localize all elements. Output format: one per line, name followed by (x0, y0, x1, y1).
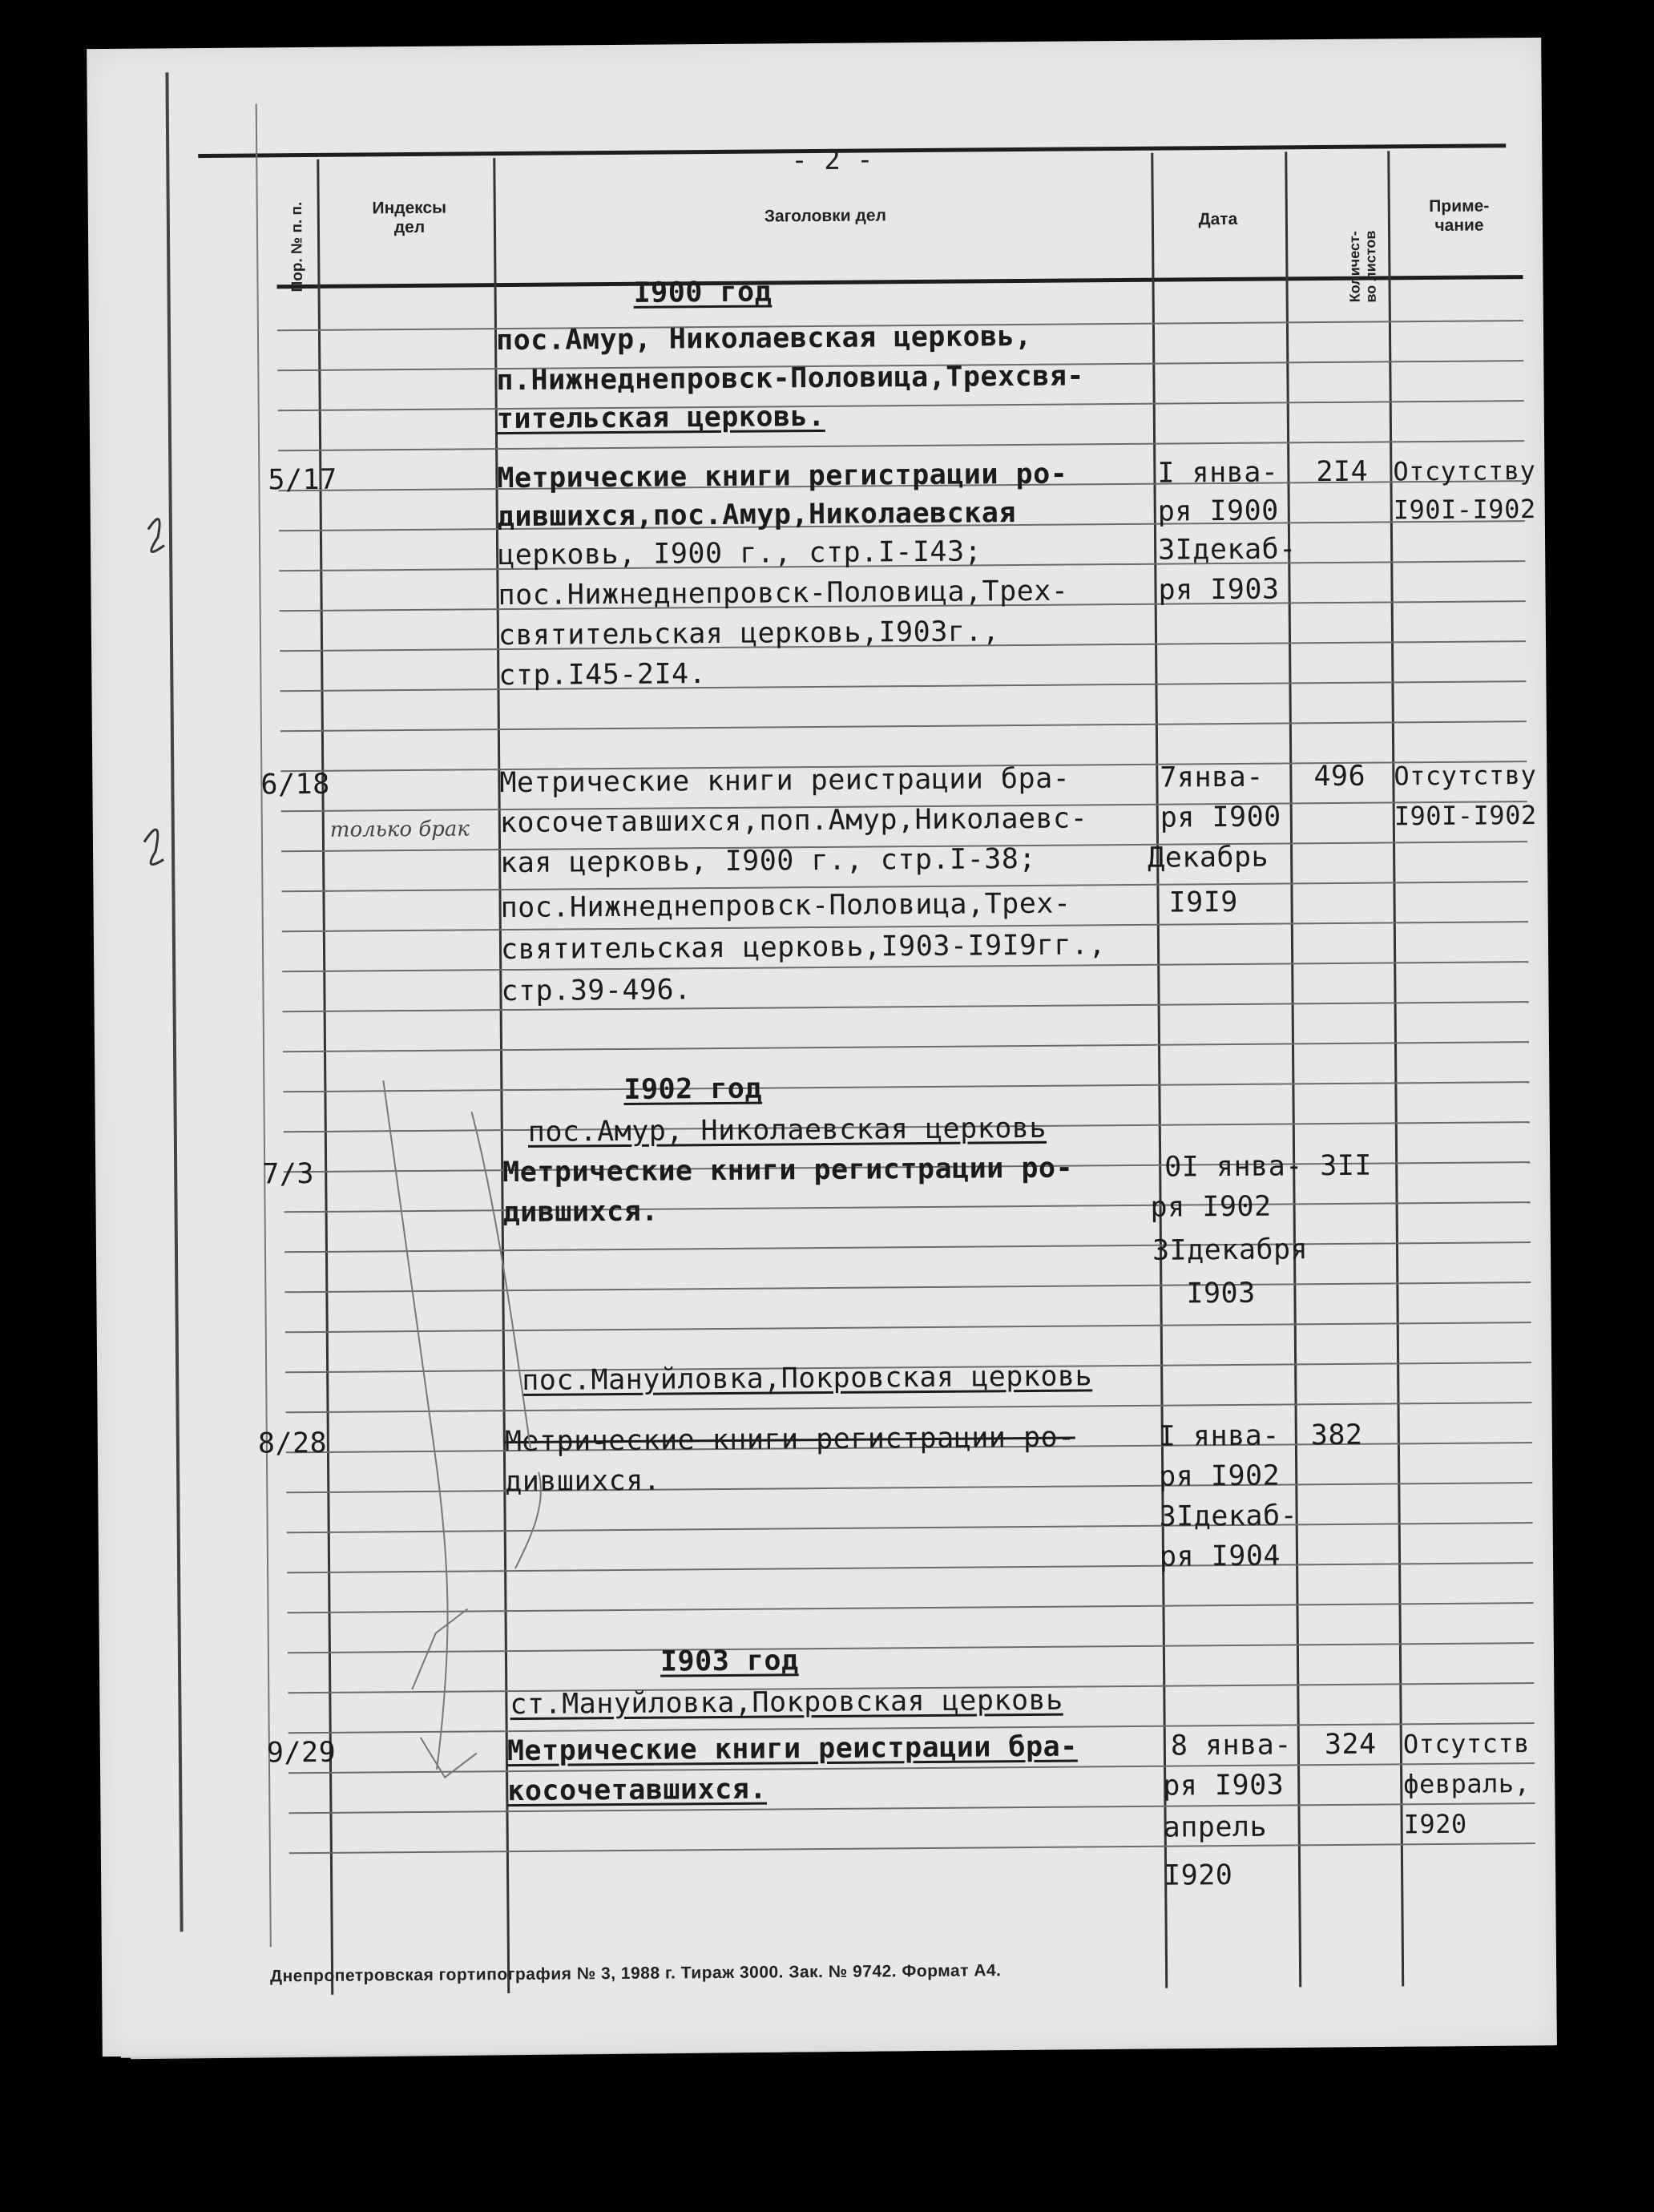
entry-date-line: ря I903 (1158, 573, 1280, 607)
entry-title-line: дившихся. (505, 1464, 661, 1499)
entry-date-line: 8 янва- (1170, 1729, 1293, 1762)
entry-number: 6/18 (260, 768, 330, 801)
printer-footer: Днепропетровская гортипография № 3, 1988 г. Тираж 3000. Зак. № 9742. Формат А4. (269, 1961, 1002, 1986)
entry-note-line: I90I-I902 (1394, 799, 1537, 832)
group-line-2: п.Нижнеднепровск-Половица,Трехсвя- (496, 360, 1085, 398)
entry-count: 382 (1310, 1419, 1363, 1452)
entry-count: 496 (1313, 760, 1366, 793)
entry-title-line: Метрические книги реистрации бра- (506, 1730, 1078, 1768)
entry-date-line: 0I янва- (1164, 1150, 1303, 1184)
entry-number: 7/3 (262, 1157, 315, 1191)
header-note: Приме- чание (1429, 196, 1490, 235)
entry-title-line: церковь, I900 г., стр.I-I43; (498, 535, 982, 572)
entry-date-line: апрель (1163, 1810, 1268, 1844)
pencil-marks (87, 38, 1557, 2057)
entry-date-line: ря I904 (1159, 1540, 1281, 1573)
entry-title-line: стр.I45-2I4. (498, 658, 707, 692)
entry-date-line: ря I902 (1150, 1190, 1272, 1224)
entry-date-line: I янва- (1158, 1419, 1280, 1453)
entry-title-line: Метрические книги регистрации ро- (502, 1152, 1074, 1189)
entry-date-line: ря I900 (1157, 494, 1279, 528)
entry-number: 8/28 (257, 1427, 328, 1460)
header-number: Пор. № п. п. (288, 201, 306, 293)
entry-date-line: 3Iдекабря (1152, 1233, 1309, 1267)
entry-subheading: пос.Амур, Николаевская церковь (527, 1112, 1047, 1148)
entry-title-line: стр.39-496. (501, 974, 692, 1008)
header-date: Дата (1198, 209, 1238, 229)
entry-date-line: I903 (1186, 1277, 1256, 1310)
entry-title-line: косочетавшихся. (507, 1773, 768, 1808)
entry-date-line: ря I903 (1163, 1769, 1285, 1802)
entry-date-line: ря I900 (1160, 801, 1281, 834)
entry-note-line: Отсутству (1393, 454, 1536, 487)
document-page (87, 38, 1557, 2057)
entry-count: 3II (1320, 1149, 1373, 1183)
entry-date-line: 3Iдекаб- (1157, 533, 1297, 567)
entry-note-line: Отсутству (1394, 759, 1537, 792)
entry-title-line: дившихся,пос.Амур,Николаевская (497, 497, 1017, 534)
year-heading-1902: I902 год (623, 1072, 763, 1106)
handwritten-index-note: только брак (329, 817, 470, 842)
entry-title-line: святительская церковь,I903г., (498, 616, 1000, 652)
group-line-1: пос.Амур, Николаевская церковь, (495, 320, 1032, 357)
entry-subheading: пос.Мануйловка,Покровская церковь (522, 1360, 1093, 1397)
entry-note-line: I90I-I902 (1393, 493, 1536, 526)
entry-date-line: 3Iдекаб- (1159, 1500, 1298, 1533)
page-number: - 2 - (791, 143, 873, 177)
entry-title-line: Метрические книги реистрации бра- (499, 762, 1071, 800)
group-line-3: тительская церковь. (496, 400, 825, 436)
entry-date-line: I920 (1163, 1859, 1233, 1892)
header-count: Количест- во листов (1346, 230, 1379, 303)
entry-date-line: Декабрь (1148, 841, 1269, 874)
entry-date-line: ря I902 (1159, 1459, 1281, 1493)
entry-title-line: пос.Нижнеднепровск-Половица,Трех- (498, 575, 1069, 612)
header-title: Заголовки дел (764, 206, 886, 226)
entry-title-line: святительская церковь,I903-I9I9гг., (500, 929, 1107, 967)
entry-title-line: пос.Нижнеднепровск-Половица,Трех- (500, 887, 1071, 925)
header-index: Индексы дел (372, 198, 447, 237)
entry-title-line: дившихся. (502, 1195, 659, 1229)
year-heading-1900: I900 год (633, 276, 773, 309)
entry-date-line: I9I9 (1168, 886, 1239, 919)
entry-note-line: I920 (1403, 1808, 1467, 1840)
year-heading-1903: I903 год (660, 1645, 799, 1678)
entry-count: 324 (1324, 1728, 1377, 1762)
entry-title-line: кая церковь, I900 г., стр.I-38; (500, 842, 1037, 880)
entry-note-line: Отсутств (1402, 1728, 1531, 1760)
entry-title-line: Метрические книги регистрации ро- (504, 1421, 1075, 1459)
entry-date-line: I янва- (1157, 456, 1279, 490)
entry-number: 5/17 (268, 463, 337, 497)
entry-title-line: Метрические книги регистрации ро- (497, 458, 1068, 495)
entry-count: 2I4 (1316, 455, 1369, 489)
entry-note-line: февраль, (1403, 1768, 1531, 1800)
entry-date-line: 7янва- (1160, 761, 1264, 794)
entry-subheading: ст.Мануйловка,Покровская церковь (510, 1684, 1063, 1722)
entry-title-line: косочетавшихся,поп.Амур,Николаевс- (499, 802, 1088, 840)
entry-number: 9/29 (266, 1736, 337, 1770)
